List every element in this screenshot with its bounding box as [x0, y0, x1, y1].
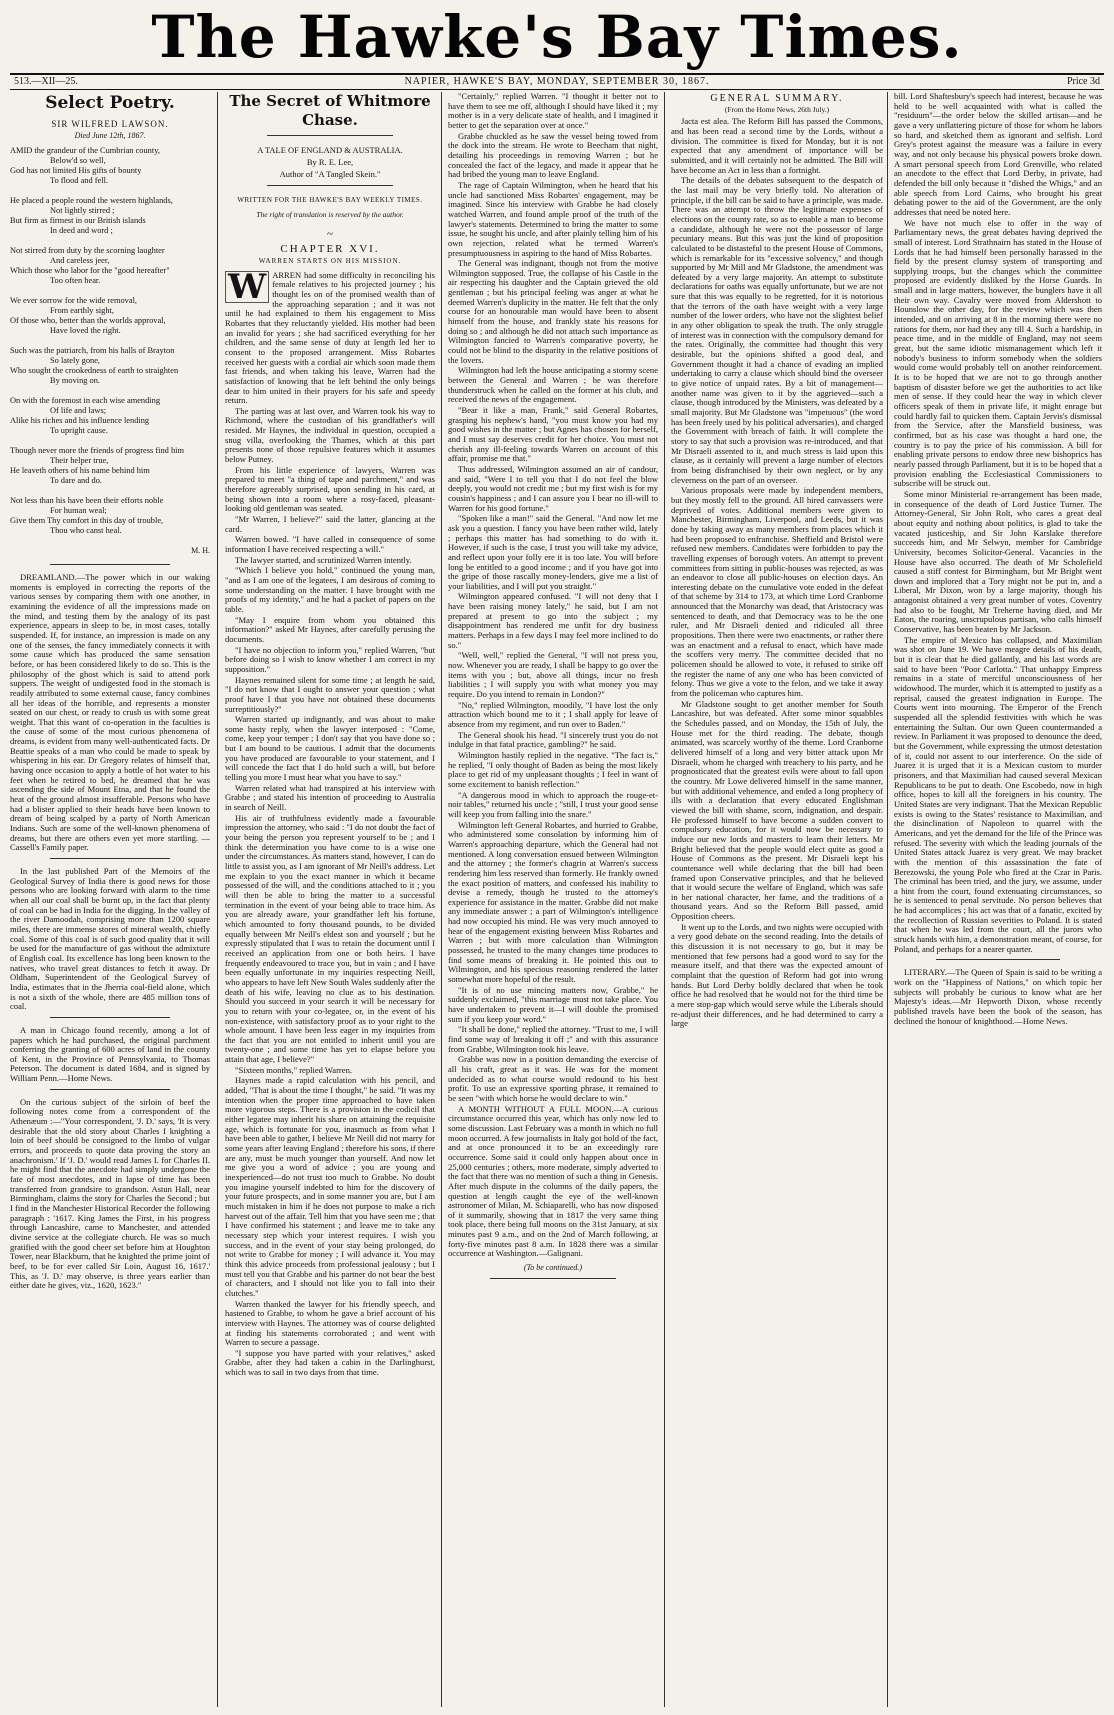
article-paragraph: Haynes made a rapid calculation with his pencil, and added, "That is about the time I thought," he said. "It was my intention when the proper time approached to have taken more vigorous steps. There is a provision in the codicil that either legatee may inherit his share on attaining the requisite age, which is fortunate for you, inasmuch as from what I have been able to gather, I believe Mr Neill did not marry for some years after leaving England ; therefore his sons, if there are any, must be much younger than yourself. And now let me give you a word of advice ; you are young and inexperienced—do not trust too much to Grabbe. No doubt you imagine yourself indebted to him for the discovery of your future prospects, and in some manner you are, but I am much mistaken in him if he does not purpose to make a rich harvest out of the affair. Tell him that you have seen me ; that I have confirmed his statement ; and leave me to take any necessary step which your interest requires. I wish you success, and in the event of your stay being prolonged, do not write to Grabbe for money ; I will advance it. You may think this advice proceeds from professional jealousy ; but I must tell you that Grabbe and his partner do not bear the best of characters, and I should not like you to fall into their clutches." — [225, 1075, 435, 1298]
chapter-number: CHAPTER XVI. — [280, 243, 380, 256]
poem-line: But firm as firmest in our British islands — [10, 216, 146, 226]
poem-line: From earthly sight, — [50, 306, 114, 316]
paragraph-text: ARREN had some difficulty in reconciling his female relatives to his projected journey ; his thought les on of the promised wealth than of the approaching separation ; and it was not until he had explained to them his engagement to Miss Robartes that they reluctantly yielded. His mother had been an invalid for years ; she had sacrificed everything for her children, and the same sense of duty at length led her to consent to the proposed arrangement. Miss Robartes received her guests with a cordial air which soon made them fast friends, and when taking his leave, Warren had the satisfaction of knowing that he left behind the only beings dear to him united in their prayers for his safe and speedy return. — [225, 269, 435, 406]
column-rule — [217, 92, 218, 1707]
article-paragraph: Wilmington appeared confused. "I will not deny that I have been raising money lately," he said, but I am not prepared at present to go into the subject ; my disappointment has rendered me unfit for dry business matters. Perhaps in a few days I may feel more inclined to do so." — [448, 591, 658, 650]
article-paragraph: "It shall be done," replied the attorney. "Trust to me, I will find some way of breaking it off ;" and with this assurance from Grabbe, Wilmington took his leave. — [448, 1024, 658, 1054]
poem-stanza — [10, 196, 210, 236]
translation-note: The right of translation is reserved by the author. — [256, 210, 404, 219]
poem-line: Below'd so well, — [50, 156, 106, 166]
article-paragraph: From his little experience of lawyers, Warren was prepared to meet "a thing of tape and parchment," and was therefore agreeably surprised, upon sending in his card, at being shown into a room where a rosy-faced, pleasant-looking old gentleman was seated. — [225, 464, 435, 514]
poem-line: Give them Thy comfort in this day of trouble, — [10, 516, 164, 526]
article-paragraph: In the last published Part of the Memoirs of the Geological Survey of India there is good news for those persons who are looking forward with alarm to the time when all our coal shall be burnt up, in the fact that plenty of coal can be had in India for the digging. In the valley of the river Damoodah, comprising more than 1200 square miles, there are immense stores of mineral wealth, chiefly coal. Some of this coal is of such good quality that it will be used for the manufacture of gas without the admixture of English coal. Its excellence has long been known to the natives, who travel great distances to fetch it away. Dr Oldham, Superintendent of the Geological Survey of India, estimates that in the Jherria coal-field alone, which is not a sixth of the whole, there are 485 million tons of coal. — [10, 866, 210, 1012]
poem-line: To upright cause. — [50, 426, 108, 436]
poem-line: Who sought the crookedness of earth to straighten — [10, 366, 179, 376]
dateline-bar — [10, 73, 1104, 90]
section-heading-poetry: Select Poetry. — [45, 93, 175, 113]
article-paragraph: We have not much else to offer in the way of Parliamentary news, the great debates having deprived the small of interest. Lord Strathnairn has stated in the House of Lords that he had himself been personally harassed in the field by the present clumsy system of transporting and supplying troops, but the changes which the committee proposed are evidently disliked by the Horse Guards. In small and in large matters, however, the bunglers have it all their own way. Cavalry were moved from Aldershott to Hounslow the other day, for the review which was then intended, and on arriving at 8 in the morning there were no rations for them, nor had they any till 4. Such a hardship, in peace time, and in the middle of England, may not seem great, but the same idiotic mismanagement which left it nobody's business to inform somebody when the soldiers would come would probably tell on another reinforcement. It is to be hoped that we are not to go through another baptism of disaster before we get the authorities to act like men of sense. If they could hear the way in which clever officers speak of them in private life, it might enrage but could hardly fail to quicken them. Captain Jervis's dismissal from the Service, after the Mansfield business, was confirmed, but as his case was thought a hard one, the country is to pay the price of his commission. A bill for enabling private persons to endow three new bishoprics has nearly passed through Parliament, but it is to be hoped that a provision enabling the Ecclesiastical Commissioners to subscribe will be struck out. — [894, 217, 1102, 489]
poem-line: Thou who canst heal. — [50, 526, 122, 536]
article-paragraph: Warren bowed. "I have called in consequence of some information I have received respecting a will." — [225, 534, 435, 554]
poem-line: To flood and fell. — [50, 176, 109, 186]
article-paragraph: A MONTH WITHOUT A FULL MOON.—A curious circumstance occurred this year, which has only now led to some discussion. Last February was a month in which no full moon occurred. A few journalists in Italy got hold of the fact, and at once pronounced it to be an exceedingly rare occurrence. Some said it could only happen about once in 25,000 centuries ; others, more moderate, simply adverted to the fact that there was no mention of such a thing in Genesis. After much dispute in the columns of the daily papers, the question at length caught the eye of the well-known astronomer of Milan, M. Schiaparelli, who has now disposed of it summarily, showing that in 1817 the very same thing took place, there being full moons on the 31st January, at six minutes past 9 a.m., and on the 2nd of March following, at forty-five minutes past 8 a.m. In 1828 there was a similar occurrence at Washington.—Galignani. — [448, 1103, 658, 1259]
article-paragraph: Wilmington hastily replied in the negative. "The fact is," he replied, "I only thought of Baden as being the most likely place to get rid of my unpleasant thoughts ; I feel in want of some excitement to banish reflection." — [448, 749, 658, 789]
article-paragraph: DREAMLAND.—The power which in our waking moments is employed in correcting the reports of the various senses by comparing them with one another, in examining the evidence of all the impressions made on the mind, and testing them by the analogy of its past experience, appears in sleep to be, in most cases, totally suspended. If, for instance, an impression is made on any one of the senses, the fancy immediately connects it with some cause which has produced the same sensation before, or has been considered likely to do so. This is the philosophy of the ghost which is said to attend pork suppers. The weight of undigested food in the stomach is readily attributed to some external cause, fancy combines all her ideas of the horrible, and represents a monster seated on our chest, or ready to crush us with some great weight. That this want of co-operation in the faculties is the cause of some of the most curious phenomena of dreams, is evident from many well-authenticated facts. Dr Beattie speaks of a man who could be made to speak by whispering in his ear. Dr Gregory relates of himself that, having once occasion to apply a bottle of hot water to his feet when he retired to bed, he dreamed that he was ascending the side of Mount Etna, and that he found the heat of the ground almost insufferable. Persons who have had a blister applied to their heads have been known to dream of being scalped by a party of North American Indians. Such are some of the well-known phenomena of dreams, but there are others even yet more startling. — Cassell's Family paper. — [10, 571, 210, 853]
article-paragraph: Warren thanked the lawyer for his friendly speech, and hastened to Grabbe, to whom he gave a brief account of his interview with Haynes. The attorney was of course delighted at finding his statements corroborated ; and went with Warren to secure a passage. — [225, 1298, 435, 1348]
general-summary-body — [671, 117, 883, 1029]
article-paragraph: Grabbe was now in a position demanding the exercise of all his craft, great as it was. He was for the moment undecided as to what course would redound to his best profit. To use an expressive sporting phrase, it remained to be seen "with which horse he would declare to win." — [448, 1054, 658, 1103]
divider — [50, 1089, 170, 1090]
article-paragraph: A man in Chicago found recently, among a lot of papers which he had purchased, the original parchment conferring the granting of 600 acres of land in the county of Kent, in the Province of Pennsylvania, to Thomas Peterson. The document is dated 1684, and is signed by William Penn.—Home News. — [10, 1024, 210, 1084]
poem-stanza — [10, 346, 210, 386]
poem-line: Of life and laws; — [50, 406, 107, 416]
poem-stanza — [10, 246, 210, 286]
poem-line: He leaveth others of his name behind him — [10, 466, 150, 476]
general-summary-source: (From the Home News, 26th July.) — [724, 104, 830, 114]
poem-line: Such was the patriarch, from his halls of Brayton — [10, 346, 175, 356]
poem-signature: M. H. — [191, 546, 210, 556]
poem-stanza — [10, 496, 210, 536]
article-paragraph: "Mr Warren, I believe?" said the latter, glancing at the card. — [225, 514, 435, 534]
drop-cap: W — [225, 271, 269, 303]
article-paragraph: LITERARY.—The Queen of Spain is said to be writing a work on the "Happiness of Nations," on which topic her subjects will probably be curious to know what are her Majesty's ideas.—Mr Hepworth Dixon, whose recently published travels have been the book of the season, has declined the honour of knighthood.—Home News. — [894, 967, 1102, 1026]
serial-byline: By R. E. Lee, — [306, 157, 354, 167]
article-paragraph: Wilmington left General Robartes, and hurried to Grabbe, who administered some consolation by informing him of Warren's approaching departure, which the General had not mentioned. A long conversation ensued between Wilmington and the attorney ; the former's chagrin at Warren's success rendering him less reserved than formerly. He frankly owned the exact position of matters, and confessed his inability to devise a remedy, though he trusted to the attorney's experience for assistance in the matter. Grabbe did not make any immediate answer ; a part of Wilmington's intelligence had now occupied his mind. He was very much annoyed to hear of the engagement existing between Miss Robartes and Warren ; but with more calculation than Wilmington possessed, he trusted to the many changes time produces to find some means of breaking it. He pointed this out to Wilmington, and his specious reasoning rendered the latter somewhat more hopeful of the result. — [448, 819, 658, 985]
dateline-text: NAPIER, HAWKE'S BAY, MONDAY, SEPTEMBER 30, 1867. — [404, 76, 710, 87]
poem-line: Though never more the friends of progress find him — [10, 446, 184, 456]
poem-line: He placed a people round the western highlands, — [10, 196, 173, 206]
poem-line: AMID the grandeur of the Cumbrian county, — [10, 146, 160, 156]
masthead-title: The Hawke's Bay Times. — [151, 3, 963, 71]
article-paragraph: "No," replied Wilmington, moodily, "I have lost the only attraction which bound me to it ; I shall apply for leave of absence from my regiment, and run over to Baden." — [448, 699, 658, 729]
column-rule — [664, 92, 665, 1707]
article-paragraph: bill. Lord Shaftesbury's speech had interest, because he was held to be well acquainted with what is called the "residuum"—the order below the skilled artisan—and he gave a very unflattering picture of those for whom he labors so hard, and sketched them as ignorant and selfish. Lord Grey's protest against the measure was a failure in every way, and not only because his physical powers broke down. A smart personal speech from Lord Grenville, who related an anecdote to the effect that Lord Derby, in private, had defended the bill only because it "dished the Whigs," and an able speech from Lord Cairns, who brought his great debating power to the aid of the Government, are the only addresses that need be noted here. — [894, 92, 1102, 217]
poem-line: Alike his riches and his influence lending — [10, 416, 150, 426]
article-paragraph: "It is of no use mincing matters now, Grabbe," he suddenly exclaimed, "this marriage must not take place. You have undertaken to prevent it—I will double the promised sum if you keep your word." — [448, 984, 658, 1024]
article-paragraph: Jacta est alea. The Reform Bill has passed the Commons, and has been read a second time by the Lords, without a division. The committee is fixed for Monday, but it is not expected that any amendment of importance will be submitted, and it will certainly not be admitted. The Bill will have become an Act in less than a fortnight. — [671, 116, 883, 175]
article-paragraph: "Which I believe you hold," continued the young man, "and as I am one of the legatees, I am desirous of coming to some understanding on the matter. I have brought with me proofs of my identity," and he had a packet of papers on the table. — [225, 565, 435, 614]
article-paragraph: "Bear it like a man, Frank," said General Robartes, grasping his nephew's hand, "you must know you had my good wishes in the matter ; but Agnes has chosen for herself, and I must say deserves credit for her choice. You must not cherish any ill-feeling towards Warren on account of this affair, promise me that." — [448, 405, 658, 464]
column-3 — [448, 92, 658, 1710]
poem-line: Too often hear. — [50, 276, 101, 286]
serial-body — [225, 407, 435, 1378]
article-paragraph — [225, 266, 435, 406]
poem-title: SIR WILFRED LAWSON. — [51, 119, 169, 129]
serial-continuation — [448, 92, 658, 1259]
rights-line: WRITTEN FOR THE HAWKE'S BAY WEEKLY TIMES. — [237, 196, 423, 204]
general-summary-heading: GENERAL SUMMARY. — [710, 93, 844, 104]
article-paragraph: The General shook his head. "I sincerely trust you do not indulge in that fatal practice, gambling?" he said. — [448, 729, 658, 750]
article-paragraph: Grabbe chuckled as he saw the vessel being towed from the dock into the stream. He wrote to Beecham that night, detailing his proceedings in removing Warren ; but he concealed the fact of the legacy, and made it appear that he had bribed the young man to leave England. — [448, 130, 658, 180]
poem-line: Not less than his have been their efforts noble — [10, 496, 164, 506]
poem-line: We ever sorrow for the wide removal, — [10, 296, 137, 306]
poem-line: Have loved the right. — [50, 326, 121, 336]
article-paragraph: The parting was at last over, and Warren took his way to Richmond, where the custodian of his grandfather's will resided. Mr Haynes, the individual in question, occupied a snug villa, overlooking the Thames, which at this part presents none of those repulsive features which it assumes below Putney. — [225, 405, 435, 465]
poem-line: Their helper true, — [50, 456, 109, 466]
divider — [50, 1017, 170, 1018]
to-be-continued: (To be continued.) — [523, 1263, 583, 1273]
poem-line: Of those who, better than the worlds approval, — [10, 316, 166, 326]
article-paragraph: "I suppose you have parted with your relatives," asked Grabbe, after they had taken a cabin in the Darlinghurst, which was to sail in two days from that time. — [225, 1347, 435, 1378]
article-paragraph: Warren started up indignantly, and was about to make some hasty reply, when the lawyer interposed : "Come, come, keep your temper ; I don't say that you have done so ; but I am bound to be cautious. I admit that the documents you have produced are favourable to your statement, and I will concede the fact that I do hold such a will, but before telling you more I must hear what you have to say." — [225, 714, 435, 783]
poem-stanza — [10, 146, 210, 186]
poem-stanza — [10, 296, 210, 336]
chapter-subtitle: WARREN STARTS ON HIS MISSION. — [258, 256, 402, 265]
article-paragraph: It went up to the Lords, and two nights were occupied with a very good debate on the second reading. Into the details of this discussion it is not necessary to go, but it may be mentioned that few persons had a good word to say for the measure itself, and that there was the expected amount of complaint that the question of Reform had got into wrong hands. But Lord Derby boldly declared that when he took office he had resolved that he would not for the third time be a mere stop-gap which would serve while the Liberals should re-adjust their differences, and he had determined to carry a large — [671, 921, 883, 1029]
poem-body — [10, 146, 210, 536]
divider — [936, 959, 1061, 960]
column-1 — [10, 92, 210, 1710]
poem-line: God has not limited His gifts of bounty — [10, 166, 142, 176]
serial-author-note: Author of "A Tangled Skein." — [279, 169, 381, 179]
article-paragraph: Some minor Ministerial re-arrangement has been made, in consequence of the death of Lord Justice Turner. The Attorney-General, Sir John Rolt, who cares a great deal about equity and nothing about politics, is glad to take the vacated justiceship, and Sir John Karslake therefore succeeds him, and Mr Selwyn, member for Cambridge University, becomes Solicitor-General. Vacancies in the House have also occurred. The death of Mr Scholefield caused a stiff contest for Birmingham, but Mr Bright went down and implored that a Tory might not be put in, and a Liberal, Mr Dixon, won by a large majority, though his antagonist obtained a very great number of votes. Coventry had also to be fought, Mr Treherne having died, and Mr Eaton, the roaring, unscrupulous partisan, who calls himself Conservative, has been beaten by Mr Jackson. — [894, 488, 1102, 635]
poem-line: Not lightly stirred ; — [50, 206, 115, 216]
article-paragraph: Various proposals were made by independent members, but they mostly fell to the ground. All hired canvassers were deprived of votes. Additional members were given to Manchester, Birmingham, Liverpool, and Leeds, but it was done by taking away as many members from places which it had been proposed to enfranchise. Sheffield and Bristol were refused new members. Candidates were forbidden to pay the travelling expenses of borough voters. An attempt to prevent committees from sitting in public-houses was rejected, as was an endeavor to close all public-houses on election days. An interesting debate on the cumulative vote ended in the defeat of that scheme by 314 to 173, at which time Lord Cranborne announced that the Monarchy was dead, that Aristocracy was sentenced to death, and that Democracy was to be the one ruler, and Mr Disraeli denied and ridiculed all three propositions. Then there were two enactments, or rather there was an enactment and a refusal to enact, which have made the scoffers very merry. The committee decided that no policemen should be allowed to vote, it refused to strike off the register the name of any one who has been convicted of felony. Thus we give a vote to the felon, and we take it away from the policeman who captures him. — [671, 485, 883, 699]
column-5 — [894, 92, 1102, 1710]
article-paragraph: "May I enquire from whom you obtained this information?" asked Mr Haynes, after carefully perusing the documents. — [225, 614, 435, 644]
poem-line: For human weal; — [50, 506, 107, 516]
column-4 — [671, 92, 883, 1710]
issue-number: 513.—XII—25. — [14, 76, 78, 87]
poem-date: Died June 12th, 1867. — [74, 130, 146, 140]
article-paragraph: The General was indignant, though not from the motive Wilmington supposed. True, the collapse of his Castle in the air respecting his daughter and the Captain grieved the old gentleman ; but his principal feeling was anger at what he deemed Warren's duplicity in the matter. He felt that the only course for an honourable man would have been to absent himself from the house, and frankly state his reasons for doing so ; and although he did not attach such importance as Wilmington fancied to Warren's comparative poverty, he could not be blind to the disparity in the relative positions of the lovers. — [448, 258, 658, 365]
price-label: Price 3d — [1066, 76, 1100, 87]
divider — [490, 1278, 616, 1279]
article-paragraph: Warren related what had transpired at his interview with Grabbe ; and stated his intention of proceeding to Australia in search of Neill. — [225, 782, 435, 813]
column-2 — [225, 92, 435, 1710]
poem-line: Which those who labor for the "good hereafter" — [10, 266, 170, 276]
article-paragraph: "Well, well," replied the General, "I will not press you, now. Whenever you are ready, I shall be happy to go over the items with you ; but, above all things, incur no fresh liabilities ; I will supply you with what money you may require. Do you intend to remain in London?" — [448, 650, 658, 700]
poem-line: Not stirred from duty by the scorning laughter — [10, 246, 165, 256]
serial-subtitle: A TALE OF ENGLAND & AUSTRALIA. — [257, 145, 403, 155]
serial-title: The Secret of Whitmore Chase. — [229, 92, 431, 129]
article-paragraph: The details of the debates subsequent to the despatch of the last mail may be very briefly told. No alteration of principle, if the bill can be said to have a principle, was made. There was an attempt to throw the legitimate expenses of elections on the county rate, so as to enable a man to become a candidate, although he were not the possessor of large pecuniary means. But this was just the kind of proposition calculated to be distasteful to the present House of Commons, which is remarkable for its "excessive solvency," and though supported by Mr Mill and Mr Gladstone, the amendment was defeated by a very large majority. An attempt to substitute declarations for oaths was equally unfortunate, but we are not sure that this was equally to be regretted, for it is notorious that the terrors of the oath have weight with a very large number of the lower orders, who have not the slightest belief in any other obligation to speak the truth. The only struggle of interest was in connection with the compulsory demand for the rates. Originally, the committee had thought this very desirable, but the opinions shifted a good deal, and Government thought it had a chance of evading an implied undertaking to carry a clause which should bind the overseer to give notice of unpaid rates. By a bit of management—another name was given to it by the aggrieved—such a clause, though introduced by the Ministers, was defeated by a small majority. But Mr Gladstone was "impetuous" (the word has been freely used by his political adversaries), and charged the Government with breach of faith. It will complete the story to say that such a provision was re-introduced, and that Mr Disraeli assented to it, and much stress is laid upon this clause, as it certainly will prevent a large number of electors from being disfranchised by their own neglect, or by any cleverness on the part of an overseer. — [671, 175, 883, 485]
article-paragraph: "Sixteen months," replied Warren. — [235, 1064, 352, 1075]
article-paragraph: Mr Gladstone sought to get another member for South Lancashire, but was defeated. After some minor squabbles the Schedules passed, and on Monday, the 15th of July, the House met for the third reading. The debate, though animated, was scarcely worthy of the theme. Lord Cranborne delivered himself of a long and very bitter attack upon Mr Disraeli, whom he charged with treachery to his party, and he prognosticated that the greatest evils were about to fall upon the country. Mr Lowe delivered himself in the same manner, but with additional vehemence, and ended a long prophecy of ills with a declaration that every educated Englishman viewed the bill with shame, scorn, indignation, and despair. He professed himself to have become a sudden convert to compulsory education, for it would now be necessary to induce our new lords and masters to learn their letters. Mr Bright believed that the people would elect quite as good a House of Commons as the present. Mr Disraeli kept his countenance well while declaring that the bill had been framed upon Conservative principles, and that he believed that it would secure the welfare of England, which was safe in her national character, her fame, and the traditions of a thousand years. And so the Reform Bill passed, amid Opposition cheers. — [671, 698, 883, 922]
divider — [267, 185, 393, 186]
column-rule — [441, 92, 442, 1707]
poem-stanza — [10, 396, 210, 436]
divider — [50, 564, 170, 565]
article-paragraph: "A dangerous mood in which to approach the rouge-et-noir tables," returned his uncle ; "still, I trust your good sense will keep you from falling into the snare." — [448, 789, 658, 819]
article-paragraph: Haynes remained silent for some time ; at length he said, "I do not know that I ought to answer your question ; what proof have I that you have not obtained these documents surreptitiously?" — [225, 674, 435, 714]
divider — [50, 858, 170, 859]
divider — [267, 135, 393, 136]
poem-line: On with the foremost in each wise amending — [10, 396, 161, 406]
poem-line: By moving on. — [50, 376, 101, 386]
article-paragraph: On the curious subject of the sirloin of beef the following notes come from a correspondent of the Athenæum :—"Your correspondent, 'J. D.' says, 'It is very desirable that the old story about Charles I knighting a loin of beef should be consigned to the limbo of vulgar errors, and proceeds to quote data proving the story an anachronism.' If 'J. D.' would read James I. for Charles II. he might find that the anecdote had simply undergone the fate of most anecdotes, and in lapse of time has been transferred from grandsire to grandson. Astun Hall, near Birmingham, claims the story for Charles the Second ; but I find in the Manchester Historical Recorder the following paragraph : '1617. King James the First, in his progress through Lancashire, came to Manchester, and attended divine service at the collegiate church. He was so much gratified with the good cheer set before him at Houghton Tower, near Blackburn, that he knighted the prime joint of beef, to be for ever called Sir Loin, August 16, 1617.' This, as 'J. D.' may observe, is three years earlier than either date he gives, viz., 1620, 1623." — [10, 1096, 210, 1291]
article-paragraph: The lawyer started, and scrutinized Warren intently. — [235, 554, 412, 565]
poem-line: To dare and do. — [50, 476, 102, 486]
article-paragraph: Wilmington had left the house anticipating a stormy scene between the General and Warren ; he was therefore thunderstruck when he called on the former at his club, and received the news of the engagement. — [448, 365, 658, 405]
flourish-ornament: ~ — [327, 227, 333, 240]
article-paragraph: The empire of Mexico has collapsed, and Maximilian was shot on June 19. We have meagre details of his death, but it is clear that he died gallantly, and his last words are said to have been "Poor Carlotta." That unhappy Empress remains in a state of merciful unconsciousness of her widowhood. The murder, which it is attempted to justify as a reprisal, caused the greatest indignation in Europe. The Courts went into mourning. The Emperor of the French suspended all the splendid festivities with which he was entertaining the Sultan. Our own Queen countermanded a review. In Parliament it was proposed to denounce the deed, but the Government, while expressing the utmost detestation of it, could not assent to our interference. On the side of Juarez it is urged that it is a Mexican custom to murder prisoners, and that Maximilian had caused several Mexican Republicans to be put to death. One Escobedo, now in high office, hopes to kill all the foreigners in his country. The United States are very indignant. That the Mexican Republic exists is owing to the States' resistance to Maximilian, and the disinclination of Napoleon to quarrel with the Americans, and yet the demand for the life of the Prince was refused. The severity with which the leading journals of the United States attack Juarez is very great. We may bracket with the mention of this assassination the fate of Berezowski, the young Pole who fired at the Czar in Paris. The criminal has been tried, and the jury, we assume, under a hint from the court, found extenuating circumstances, so he is sentenced to penal servitude. No person believes that he had accomplices ; his act was that of a fanatic, excited by the recollection of Russian severities to Poland. It is stated that when he was led from the court, all the jurors who struck hands with him, a demonstration meant, of course, for Poland, and perhaps for a nearer quarter. — [894, 634, 1102, 954]
column-rule — [887, 92, 888, 1707]
article-paragraph: His air of truthfulness evidently made a favourable impression the attorney, who said : "I do not doubt the fact of your being the person you represent yourself to be ; and I think the determination you have come to is a wise one under the circumstances. As matters stand, however, I can do little to assist you, as I am ignorant of Mr Neill's address. Let me explain to you the exact manner in which it became possessed of the will, and the conditions attached to it ; you will then be able to bring the matter to a successful termination in the event of your being able to trace him. As you are already aware, your grandfather left his fortune, which amounted to forty thousand pounds, to be divided equally between Mr Neill's eldest son and yourself ; but he expressly stipulated that I was to retain the document until I received an application from one or both heirs. I have frequently endeavoured to trace you, but in vain ; and I have been equally unfortunate in my inquiries respecting Neill, who appears to have left New South Wales suddenly after the death of his wife, leaving no clue as to his destination. Should you succeed in your search it will be necessary for you to return with your co-legatee, or, in the event of his non-existence, with satisfactory proof as to your right to the whole amount. I have been less eager in my inquiries from the fact that you are not entitled to inherit until you are twenty-one ; and some time has yet to elapse before you attain that age, I believe?" — [225, 812, 435, 1065]
article-paragraph: "Certainly," replied Warren. "I thought it better not to have them to see me off, although I should have liked it ; my mother is in a very delicate state of health, and I imagined it better to get the separation over at once." — [448, 92, 658, 130]
poem-line: In deed and word ; — [50, 226, 113, 236]
poem-line: So lately gone, — [50, 356, 101, 366]
article-paragraph: "I have no objection to inform you," replied Warren, "but before doing so I wish to know whether I am correct in my supposition." — [225, 644, 435, 674]
article-paragraph: Thus addressed, Wilmington assumed an air of candour, and said, "Were I to tell you that I do not feel the blow deeply, you would not credit me ; but my first wish is for my cousin's happiness ; and I can assure you I bear no ill-will to Warren for his good fortune." — [448, 463, 658, 513]
poem-line: And careless jeer, — [50, 256, 110, 266]
poem-stanza — [10, 446, 210, 486]
article-paragraph: The rage of Captain Wilmington, when he heard that his uncle had sanctioned Miss Robartes' engagement, may be imagined. Since his interview with Grabbe he had closely watched Warren, and found ample proof of the truth of the lawyer's statements. Determined to bring the matter to some issue, he sought his uncle, and after plainly telling him of his own rejection, related what he termed Warren's presumptuousness in aspiring to the hand of Miss Robartes. — [448, 179, 658, 258]
article-paragraph: "Spoken like a man!" said the General. "And now let me ask you a question. I fancy you have been rather wild, lately ; perhaps this matter has had something to do with it. However, if such is the case, I trust you will take my advice, and reflect upon your folly ere it is too late. You will before long be entitled to a good income ; and if you have got into the gripe of those rascally money-lenders, give me a list of your liabilities, and I will put you straight." — [448, 513, 658, 591]
